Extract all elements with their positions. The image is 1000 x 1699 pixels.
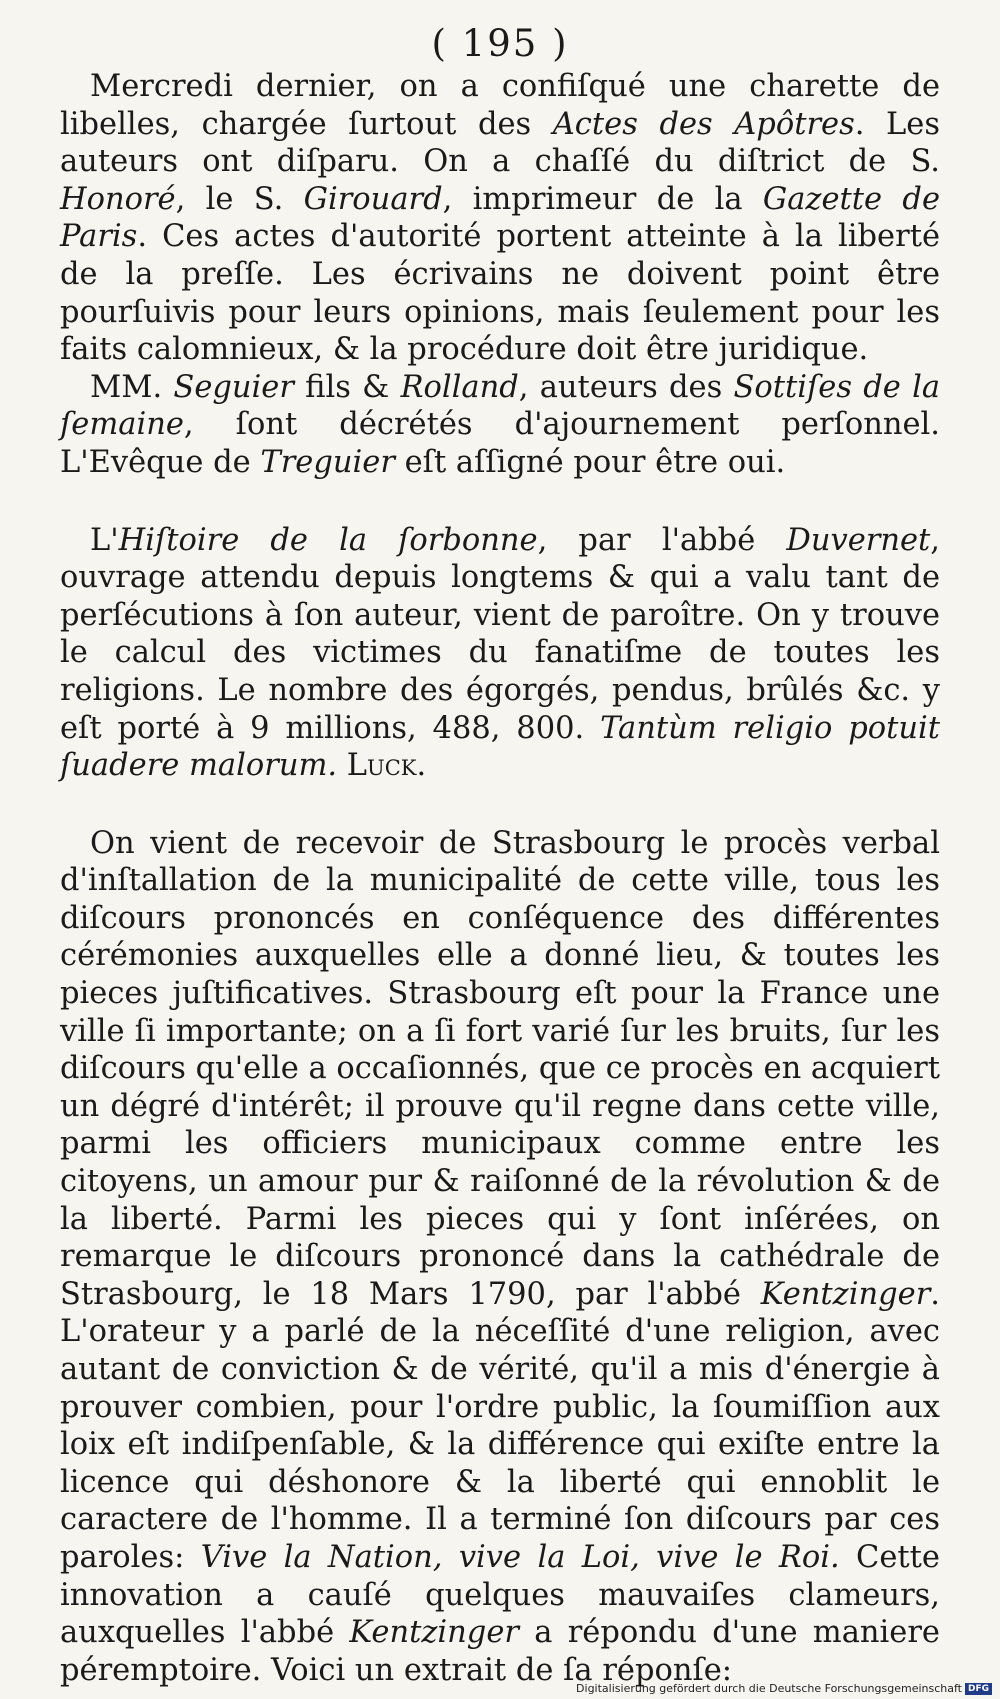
italic-text: Actes des Apôtres (552, 106, 855, 142)
italic-text: Seguier (173, 369, 294, 405)
signature-text: Luck. (346, 748, 427, 784)
text-segment: Mercredi dernier, on a confiſqué une charette de libelles, chargée ſurtout des (60, 69, 940, 142)
text-segment: , par l'abbé (537, 522, 787, 558)
text-segment: , auteurs des (518, 369, 734, 405)
paragraph (60, 825, 940, 1690)
paragraph (60, 68, 940, 369)
italic-text: Kentzinger (760, 1276, 931, 1312)
page-number: ( 195 ) (431, 22, 569, 65)
italic-text: Honoré (60, 181, 176, 217)
text-segment: , imprimeur de la (442, 181, 763, 217)
text-segment: Cette innovation a cauſé quelques mauvaiſes clameurs, auxquelles l'abbé (60, 1539, 940, 1651)
text-segment: . Ces actes d'autorité portent atteinte à la liberté de la preſſe. Les écrivains ne doivent point être pourſuivis pour leurs opinions, mais ſeulement pour les faits calomnieux, & la procédure doit être juridique. (60, 219, 940, 368)
digitization-credit (576, 1682, 992, 1695)
text-segment: a répondu d'une maniere péremptoire. Voici un extrait de ſa réponſe: (60, 1615, 940, 1688)
italic-text: Treguier (260, 444, 395, 480)
article-body (60, 68, 940, 1689)
italic-text: Rolland (400, 369, 519, 405)
text-segment: , le S. (175, 181, 304, 217)
italic-text: Duvernet (786, 522, 931, 558)
text-segment: MM. (90, 369, 174, 405)
text-segment: , ſont décrétés d'ajournement perſonnel. L'Evêque de (60, 407, 940, 480)
text-segment: . L'orateur y a parlé de la néceſſité d'une religion, avec autant de conviction & de vérité, qu'il a mis d'énergie à prouver combien, pour l'ordre public, la ſoumiſſion aux loix eſt indiſpenſable, & la différence qui exiſte entre la licence qui déshonore & la liberté qui ennoblit le caractere de l'homme. Il a terminé ſon diſcours par ces paroles: (60, 1276, 940, 1575)
text-segment (337, 748, 347, 783)
italic-text: Vive la Nation, vive la Loi, vive le Roi. (200, 1539, 840, 1575)
credit-text: Digitalisierung gefördert durch die Deutsche Forschungsgemeinschaft (576, 1682, 962, 1695)
paragraph (60, 369, 940, 482)
italic-text: Sottiſes de la ſemaine (60, 369, 941, 443)
italic-text: Hiſtoire de la ſorbonne (118, 522, 538, 558)
text-segment: eſt aſſigné pour être oui. (394, 444, 786, 480)
text-segment: fils & (293, 369, 401, 405)
text-segment: On vient de recevoir de Strasbourg le procès verbal d'inſtallation de la municipalité de cette ville, tous les diſcours prononcés en conſéquence des différentes cérémonies auxquelles elle a donné lieu, & toutes les pieces juſtificatives. Strasbourg eſt pour la France une ville ſi importante; on a ſi fort varié ſur les bruits, ſur les diſcours qu'elle a occaſionnés, que ce procès en acquiert un dégré d'intérêt; il prouve qu'il regne dans cette ville, parmi les officiers municipaux comme entre les citoyens, un amour pur & raiſonné de la révolution & de la liberté. Parmi les pieces qui y ſont inſérées, on remarque le diſcours prononcé dans la cathédrale de Strasbourg, le 18 Mars 1790, par l'abbé (60, 825, 940, 1312)
paragraph (60, 522, 940, 785)
text-segment: , ouvrage attendu depuis longtems & qui a valu tant de perſécutions à ſon auteur, vient de paroître. On y trouve le calcul des victimes du fanatiſme de toutes les religions. Le nombre des égorgés, pendus, brûlés &c. y eſt porté à 9 millions, 488, 800. (60, 522, 940, 746)
text-segment: . Les auteurs ont diſparu. On a chaſſé du diſtrict de S. (60, 106, 940, 180)
italic-text: Kentzinger (349, 1615, 519, 1651)
text-segment: L' (90, 522, 119, 558)
italic-text: Tantùm religio potuit ſuadere malorum. (60, 710, 940, 784)
italic-text: Girouard (303, 181, 443, 217)
italic-text: Gazette de Paris (60, 181, 941, 255)
dfg-logo: DFG (965, 1683, 992, 1695)
